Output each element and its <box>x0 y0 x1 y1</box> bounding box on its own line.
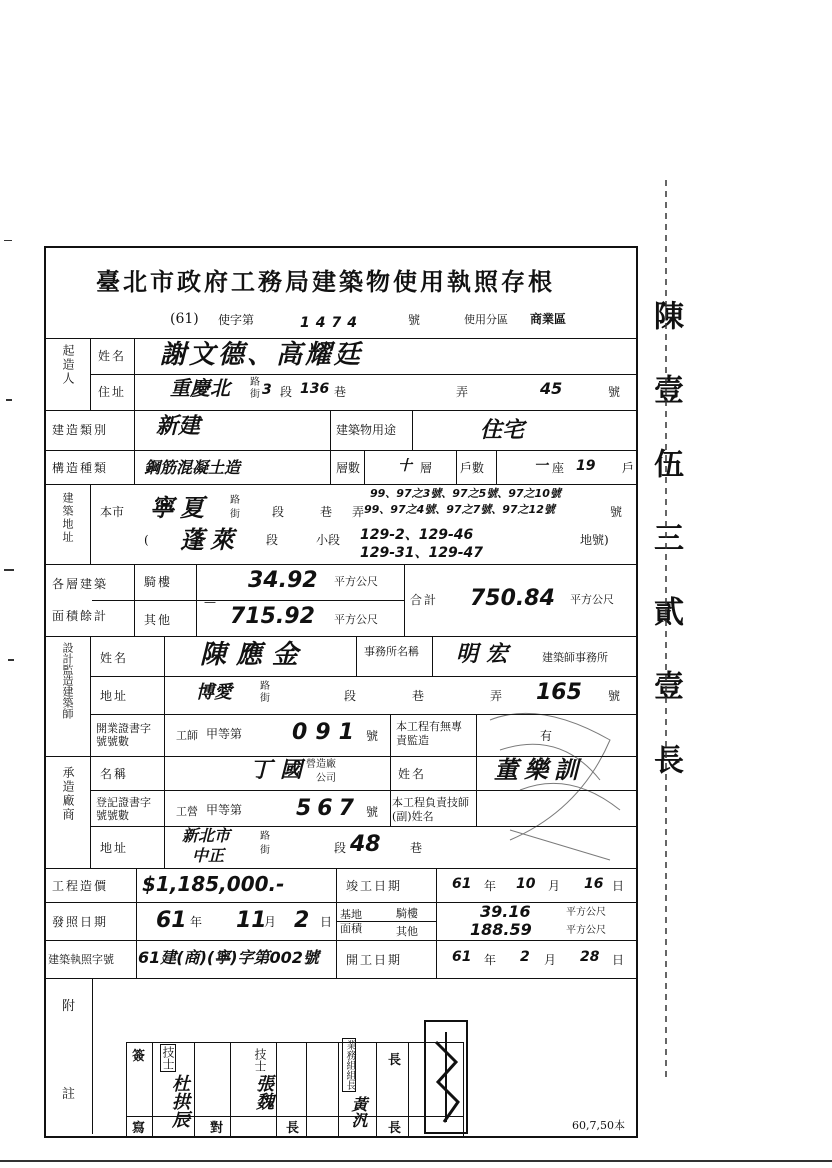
zone-label: 使用分區 <box>464 313 508 326</box>
contractor-person: 董樂訓 <box>494 756 584 784</box>
designer-office: 明宏 <box>456 642 517 667</box>
floors-value: 十 <box>398 458 412 474</box>
side-text: 陳壹伍三貳壹長 <box>648 300 683 818</box>
applicant-address-label: 住址 <box>98 385 127 399</box>
area-total: 750.84 <box>470 586 555 611</box>
structure-value: 鋼筋混凝土造 <box>144 458 241 477</box>
cost-value: $1,185,000.- <box>142 872 285 896</box>
smudge-stamp-icon <box>480 690 630 890</box>
site-district: 蓬萊 <box>180 526 240 554</box>
permit-number: 1474 <box>300 315 363 331</box>
applicant-name: 謝文德、高耀廷 <box>160 340 364 370</box>
applicant-name-label: 姓名 <box>98 349 127 363</box>
zone-value: 商業區 <box>530 312 567 326</box>
applicant-address: 重慶北 <box>170 376 230 400</box>
footer-print-run: 60,7,50本 <box>572 1119 625 1132</box>
signature-scribble-icon <box>426 1022 466 1132</box>
designer-name: 陳應金 <box>200 640 309 670</box>
use-value: 住宅 <box>480 418 525 443</box>
applicant-section-label: 起造人 <box>61 344 75 386</box>
designer-reg-no: 091 <box>292 720 362 745</box>
page-title: 臺北市政府工務局建築物使用執照存根 <box>96 267 555 296</box>
permit-value: 61建(商)(寧)字第002號 <box>138 948 319 967</box>
use-label: 建築物用途 <box>336 423 397 437</box>
permit-prefix: (61) <box>170 311 199 327</box>
area-other: 715.92 <box>230 604 315 629</box>
page-edge-line <box>662 180 672 1080</box>
officer1-stamp: 技士 <box>161 1046 175 1070</box>
officer3-stamp: 業務組組長 <box>344 1040 355 1090</box>
contractor-name: 丁國 <box>250 758 311 783</box>
permit-kind: 使字第 <box>218 313 255 327</box>
seal-stamp <box>424 1020 468 1134</box>
category-label: 建造類別 <box>52 423 109 437</box>
site-road: 寧夏 <box>150 494 210 522</box>
permit-suffix: 號 <box>408 313 421 327</box>
area-arcade: 34.92 <box>248 568 318 593</box>
contractor-reg-no: 567 <box>296 796 360 821</box>
category-value: 新建 <box>156 414 201 439</box>
margin-marks <box>0 240 30 740</box>
structure-label: 構造種類 <box>52 461 109 475</box>
